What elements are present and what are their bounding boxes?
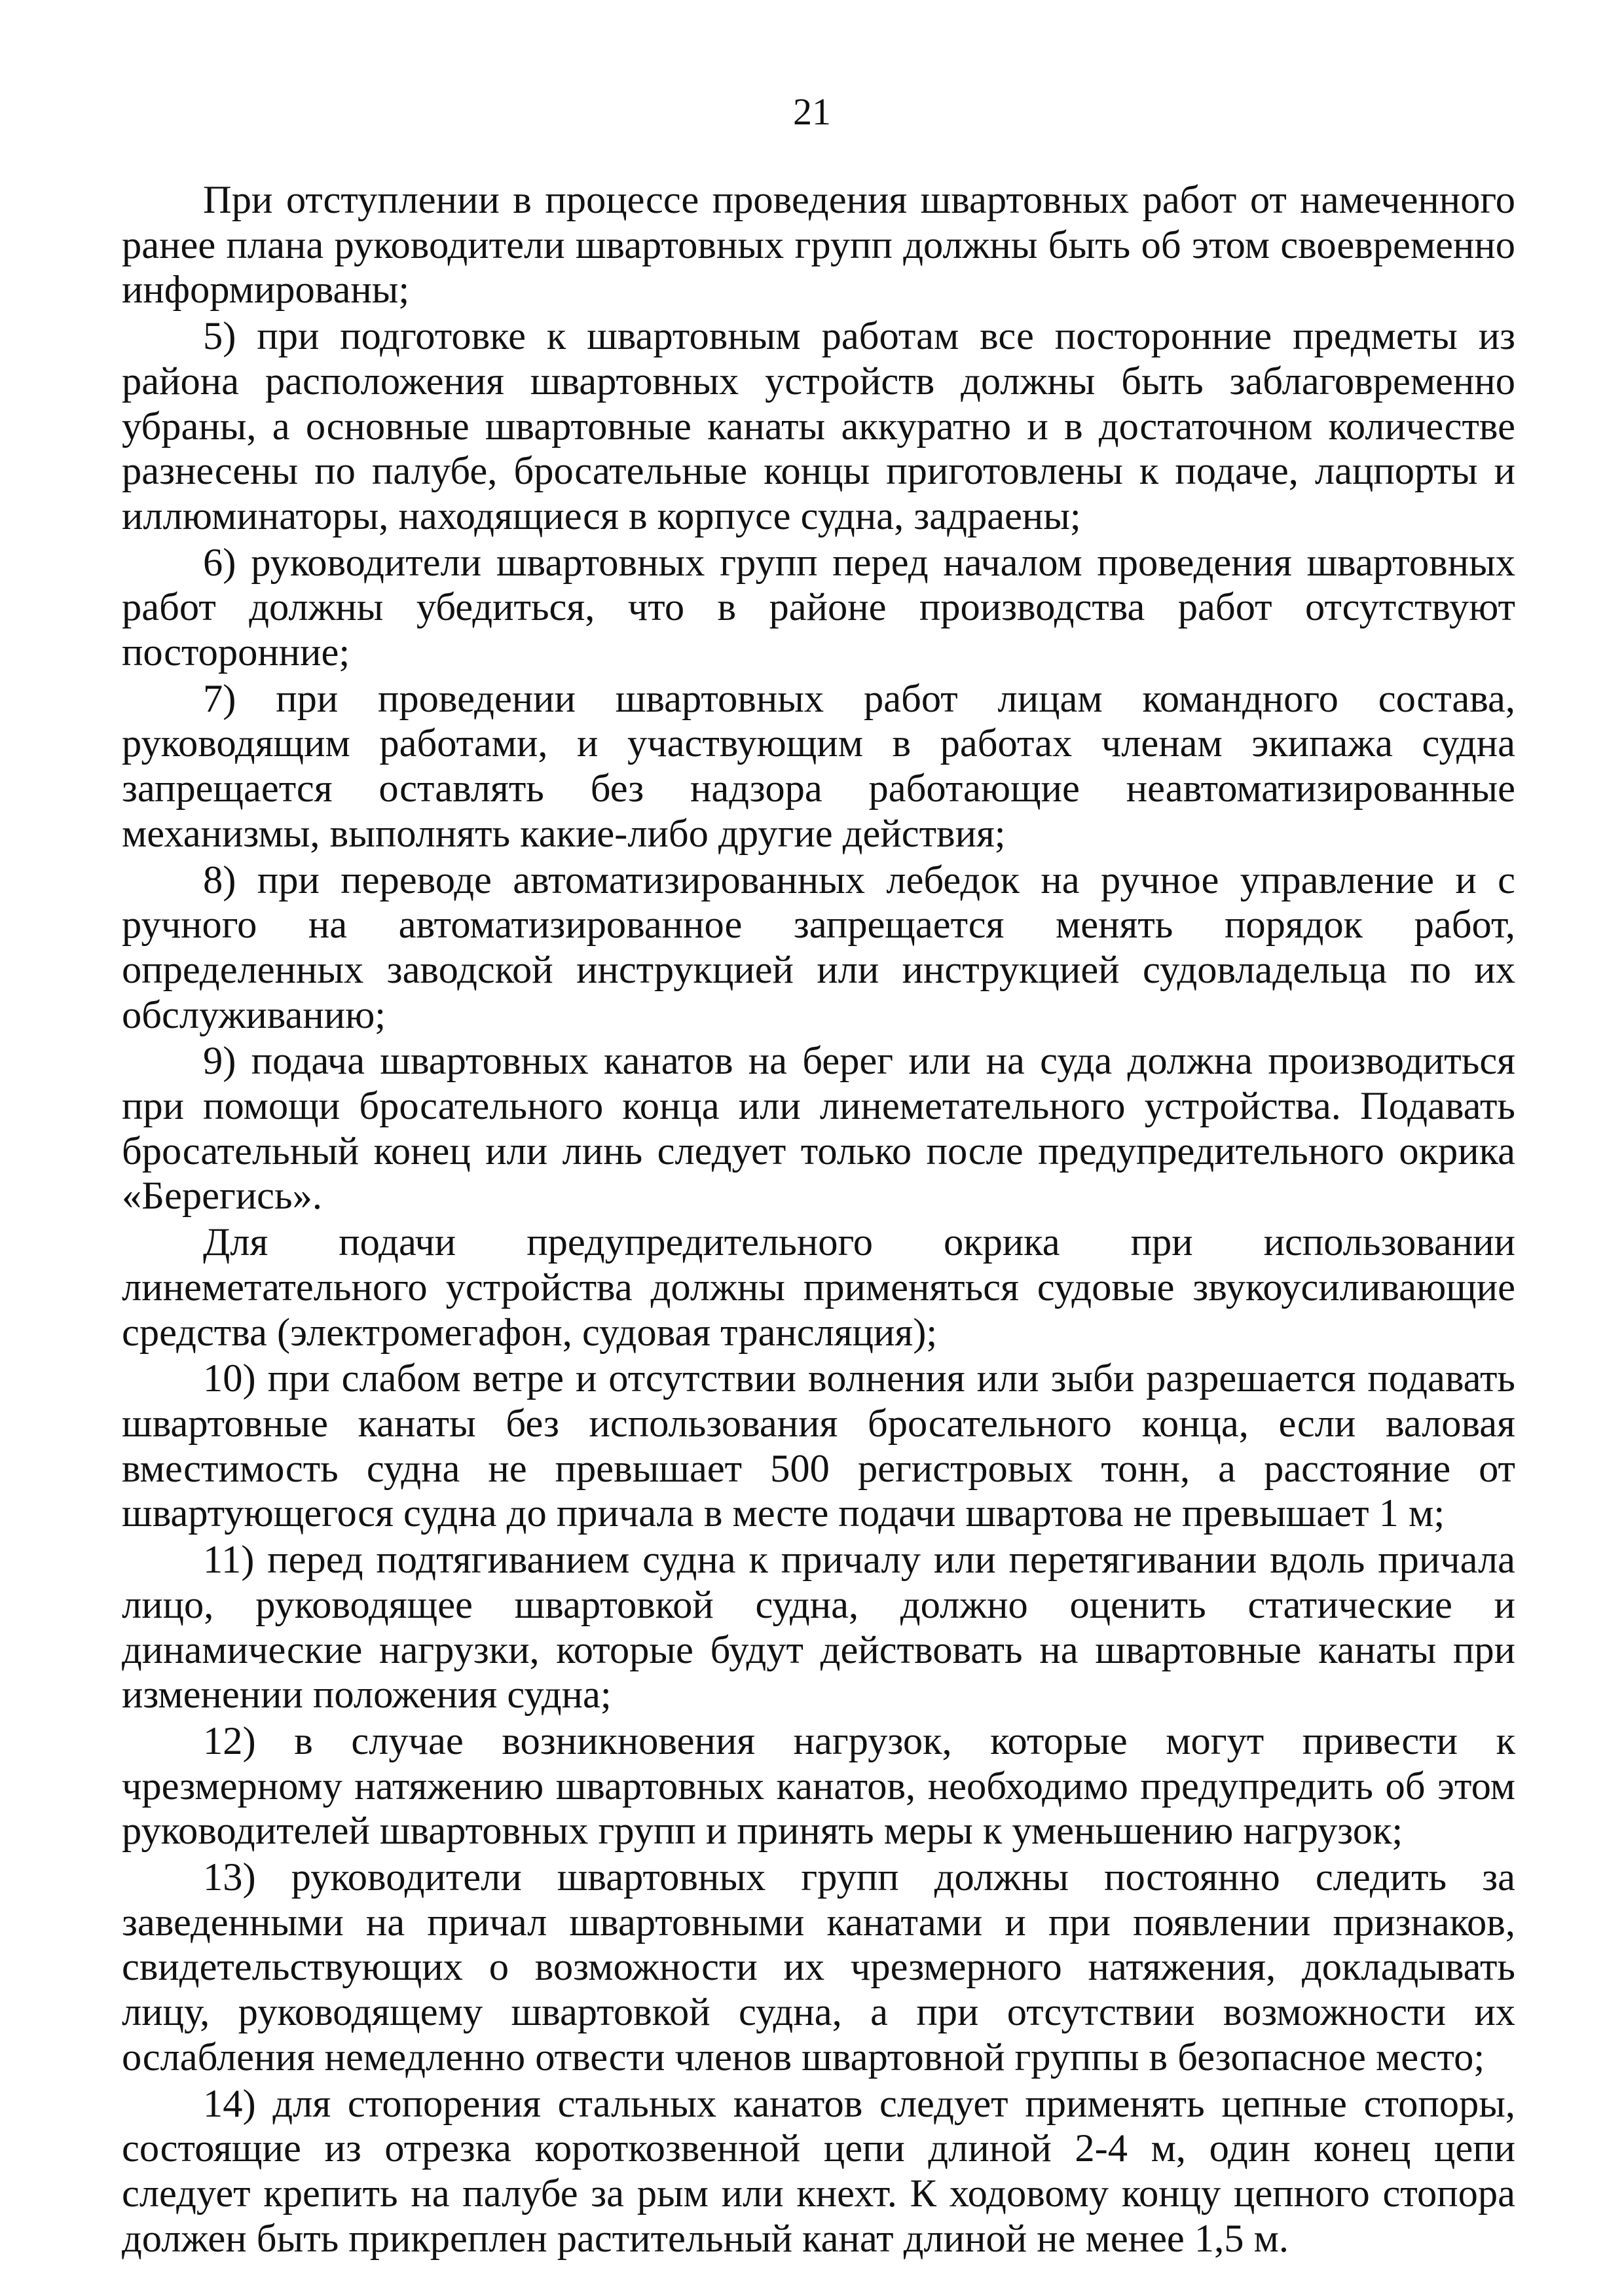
paragraph-warning-note: Для подачи предупредительного окрика при использовании линеметательного устройства должны применяться судовые звукоусиливающие средства (электромегафон, судовая трансляция); [122, 1220, 1515, 1355]
paragraph-item-9: 9) подача швартовных канатов на берег или на суда должна производиться при помощи бросательного конца или линеметательного устройства. Подавать бросательный конец или линь следует только после предупредительного окрика «Берегись». [122, 1039, 1515, 1218]
paragraph-item-12: 12) в случае возникновения нагрузок, которые могут привести к чрезмерному натяжению швартовных канатов, необходимо предупредить об этом руководителей швартовных групп и принять меры к уменьшению нагрузок; [122, 1719, 1515, 1853]
paragraph-item-14: 14) для стопорения стальных канатов следует применять цепные стопоры, состоящие из отрезка короткозвенной цепи длиной 2-4 м, один конец цепи следует крепить на палубе за рым или кнехт. К ходовому концу цепного стопора должен быть прикреплен растительный канат длиной не менее 1,5 м. [122, 2081, 1515, 2261]
paragraph-item-5: 5) при подготовке к швартовным работам все посторонние предметы из района расположения швартовных устройств должны быть заблаговременно убраны, а основные швартовные канаты аккуратно и в достаточном количестве разнесены по палубе, бросательные концы приготовлены к подаче, лацпорты и иллюминаторы, находящиеся в корпусе судна, задраены; [122, 314, 1515, 538]
paragraph-intro: При отступлении в процессе проведения швартовных работ от намеченного ранее плана руководители швартовных групп должны быть об этом своевременно информированы; [122, 178, 1515, 312]
paragraph-item-11: 11) перед подтягиванием судна к причалу или перетягивании вдоль причала лицо, руководящее швартовкой судна, должно оценить статические и динамические нагрузки, которые будут действовать на швартовные канаты при изменении положения судна; [122, 1538, 1515, 1717]
paragraph-item-8: 8) при переводе автоматизированных лебедок на ручное управление и с ручного на автоматизированное запрещается менять порядок работ, определенных заводской инструкцией или инструкцией судовладельца по их обслуживанию; [122, 858, 1515, 1037]
paragraph-item-7: 7) при проведении швартовных работ лицам командного состава, руководящим работами, и участвующим в работах членам экипажа судна запрещается оставлять без надзора работающие неавтоматизированные механизмы, выполнять какие-либо другие действия; [122, 676, 1515, 856]
paragraph-item-6: 6) руководители швартовных групп перед началом проведения швартовных работ должны убедиться, что в районе производства работ отсутствуют посторонние; [122, 540, 1515, 675]
paragraph-item-13: 13) руководители швартовных групп должны постоянно следить за заведенными на причал швартовными канатами и при появлении признаков, свидетельствующих о возможности их чрезмерного натяжения, докладывать лицу, руководящему швартовкой судна, а при отсутствии возможности их ослабления немедленно отвести членов швартовной группы в безопасное место; [122, 1855, 1515, 2079]
document-body [122, 178, 1515, 2263]
page-number: 21 [793, 90, 831, 133]
paragraph-item-10: 10) при слабом ветре и отсутствии волнения или зыби разрешается подавать швартовные канаты без использования бросательного конца, если валовая вместимость судна не превышает 500 регистровых тонн, а расстояние от швартующегося судна до причала в месте подачи швартова не превышает 1 м; [122, 1357, 1515, 1536]
